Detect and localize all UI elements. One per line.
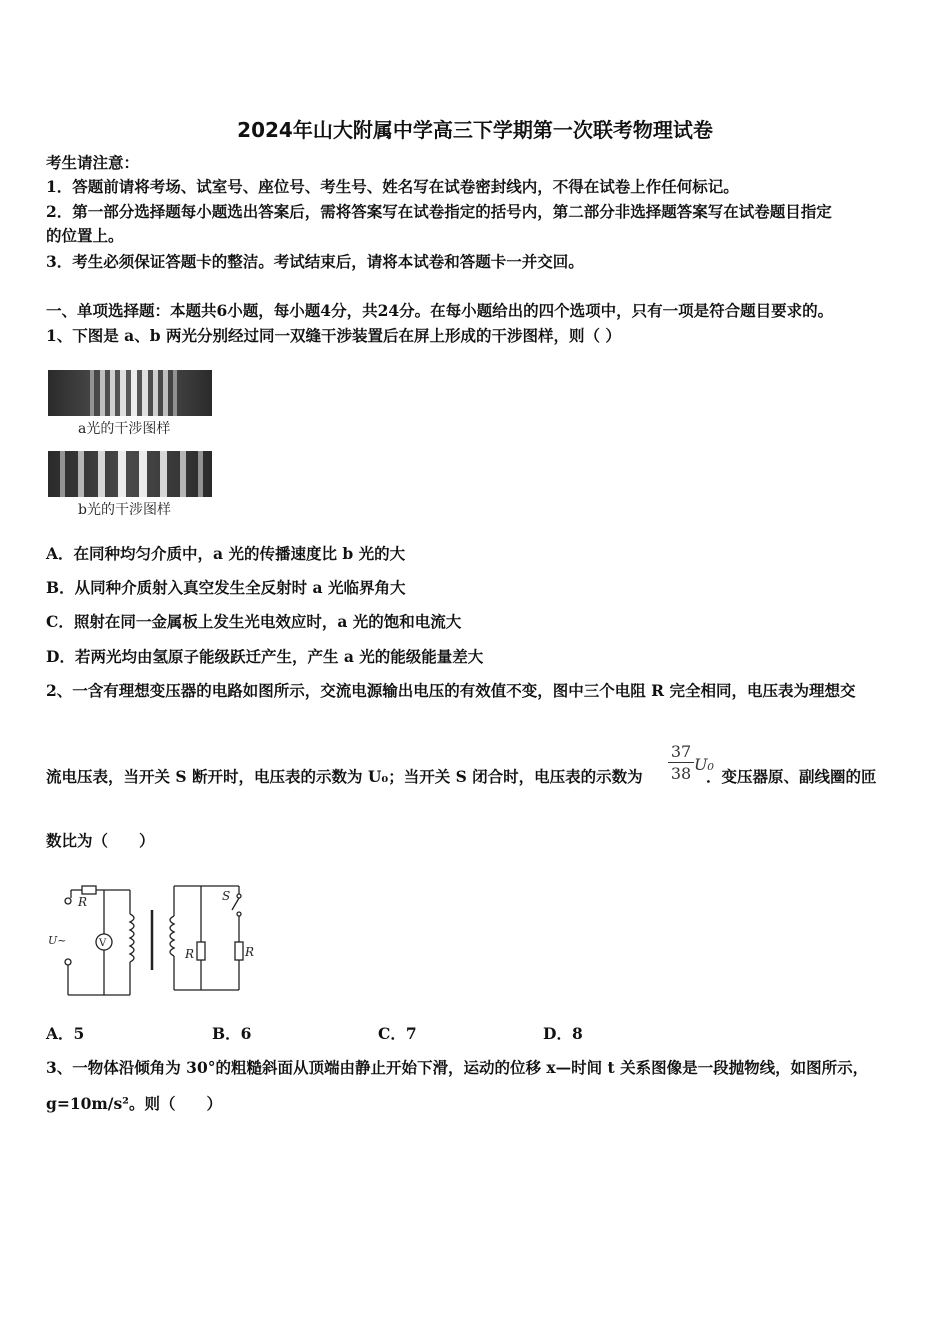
fraction-variable: U₀ [694,755,714,774]
q3-stem-line-1: 3、一物体沿倾角为 30°的粗糙斜面从顶端由静止开始下滑，运动的位移 x—时间 t 关系图像是一段抛物线，如图所示， [46,1058,869,1077]
caption-b: b光的干涉图样 [78,502,171,518]
notice-item-2-cont: 的位置上。 [46,226,124,245]
notice-item-3: 3．考生必须保证答题卡的整洁。考试结束后，请将本试卷和答题卡一并交回。 [46,252,584,271]
caption-a: a光的干涉图样 [78,421,171,437]
label-r2: R [185,947,195,961]
label-v: V [99,938,107,949]
notice-heading: 考生请注意： [46,153,140,172]
q2-option-c: C．7 [378,1024,417,1043]
label-r3: R [245,945,255,959]
fringe-pattern-b [48,451,212,497]
label-u: U~ [48,934,67,947]
q2-stem-line-2a: 流电压表，当开关 S 断开时，电压表的示数为 U₀；当开关 S 闭合时，电压表的示数为 [46,767,643,786]
fraction-bar [668,762,694,763]
fringe-pattern-a [48,370,212,416]
q2-stem-line-3: 数比为（ ） [46,831,155,850]
label-r1: R [78,895,88,909]
notice-item-1: 1．答题前请将考场、试室号、座位号、考生号、姓名写在试卷密封线内，不得在试卷上作任何标记。 [46,177,739,196]
q1-option-c: C．照射在同一金属板上发生光电效应时，a 光的饱和电流大 [46,612,462,631]
fraction [668,742,694,783]
fraction-numerator: 37 [670,742,692,761]
q2-stem-line-2b: ．变压器原、副线圈的匝 [706,767,877,786]
label-s: S [222,889,231,903]
q2-option-d: D．8 [543,1024,583,1043]
transformer-circuit-diagram [44,880,264,1005]
q3-stem-line-2: g=10m/s²。则（ ） [46,1094,222,1113]
q1-option-a: A．在同种均匀介质中，a 光的传播速度比 b 光的大 [46,544,406,563]
notice-item-2: 2．第一部分选择题每小题选出答案后，需将答案写在试卷指定的括号内，第二部分非选择题答案写在试卷题目指定 [46,202,832,221]
q1-stem: 1、下图是 a、b 两光分别经过同一双缝干涉装置后在屏上形成的干涉图样，则（ ） [46,326,621,345]
q1-option-b: B．从同种介质射入真空发生全反射时 a 光临界角大 [46,578,406,597]
page-title: 2024年山大附属中学高三下学期第一次联考物理试卷 [237,118,713,142]
q2-stem-line-1: 2、一含有理想变压器的电路如图所示，交流电源输出电压的有效值不变，图中三个电阻 R 完全相同，电压表为理想交 [46,681,856,700]
section-heading: 一、单项选择题：本题共6小题，每小题4分，共24分。在每小题给出的四个选项中，只有一项是符合题目要求的。 [46,301,834,320]
q2-option-b: B．6 [212,1024,252,1043]
q2-option-a: A．5 [46,1024,85,1043]
fraction-denominator: 38 [670,764,692,783]
q1-option-d: D．若两光均由氢原子能级跃迁产生，产生 a 光的能级能量差大 [46,647,484,666]
